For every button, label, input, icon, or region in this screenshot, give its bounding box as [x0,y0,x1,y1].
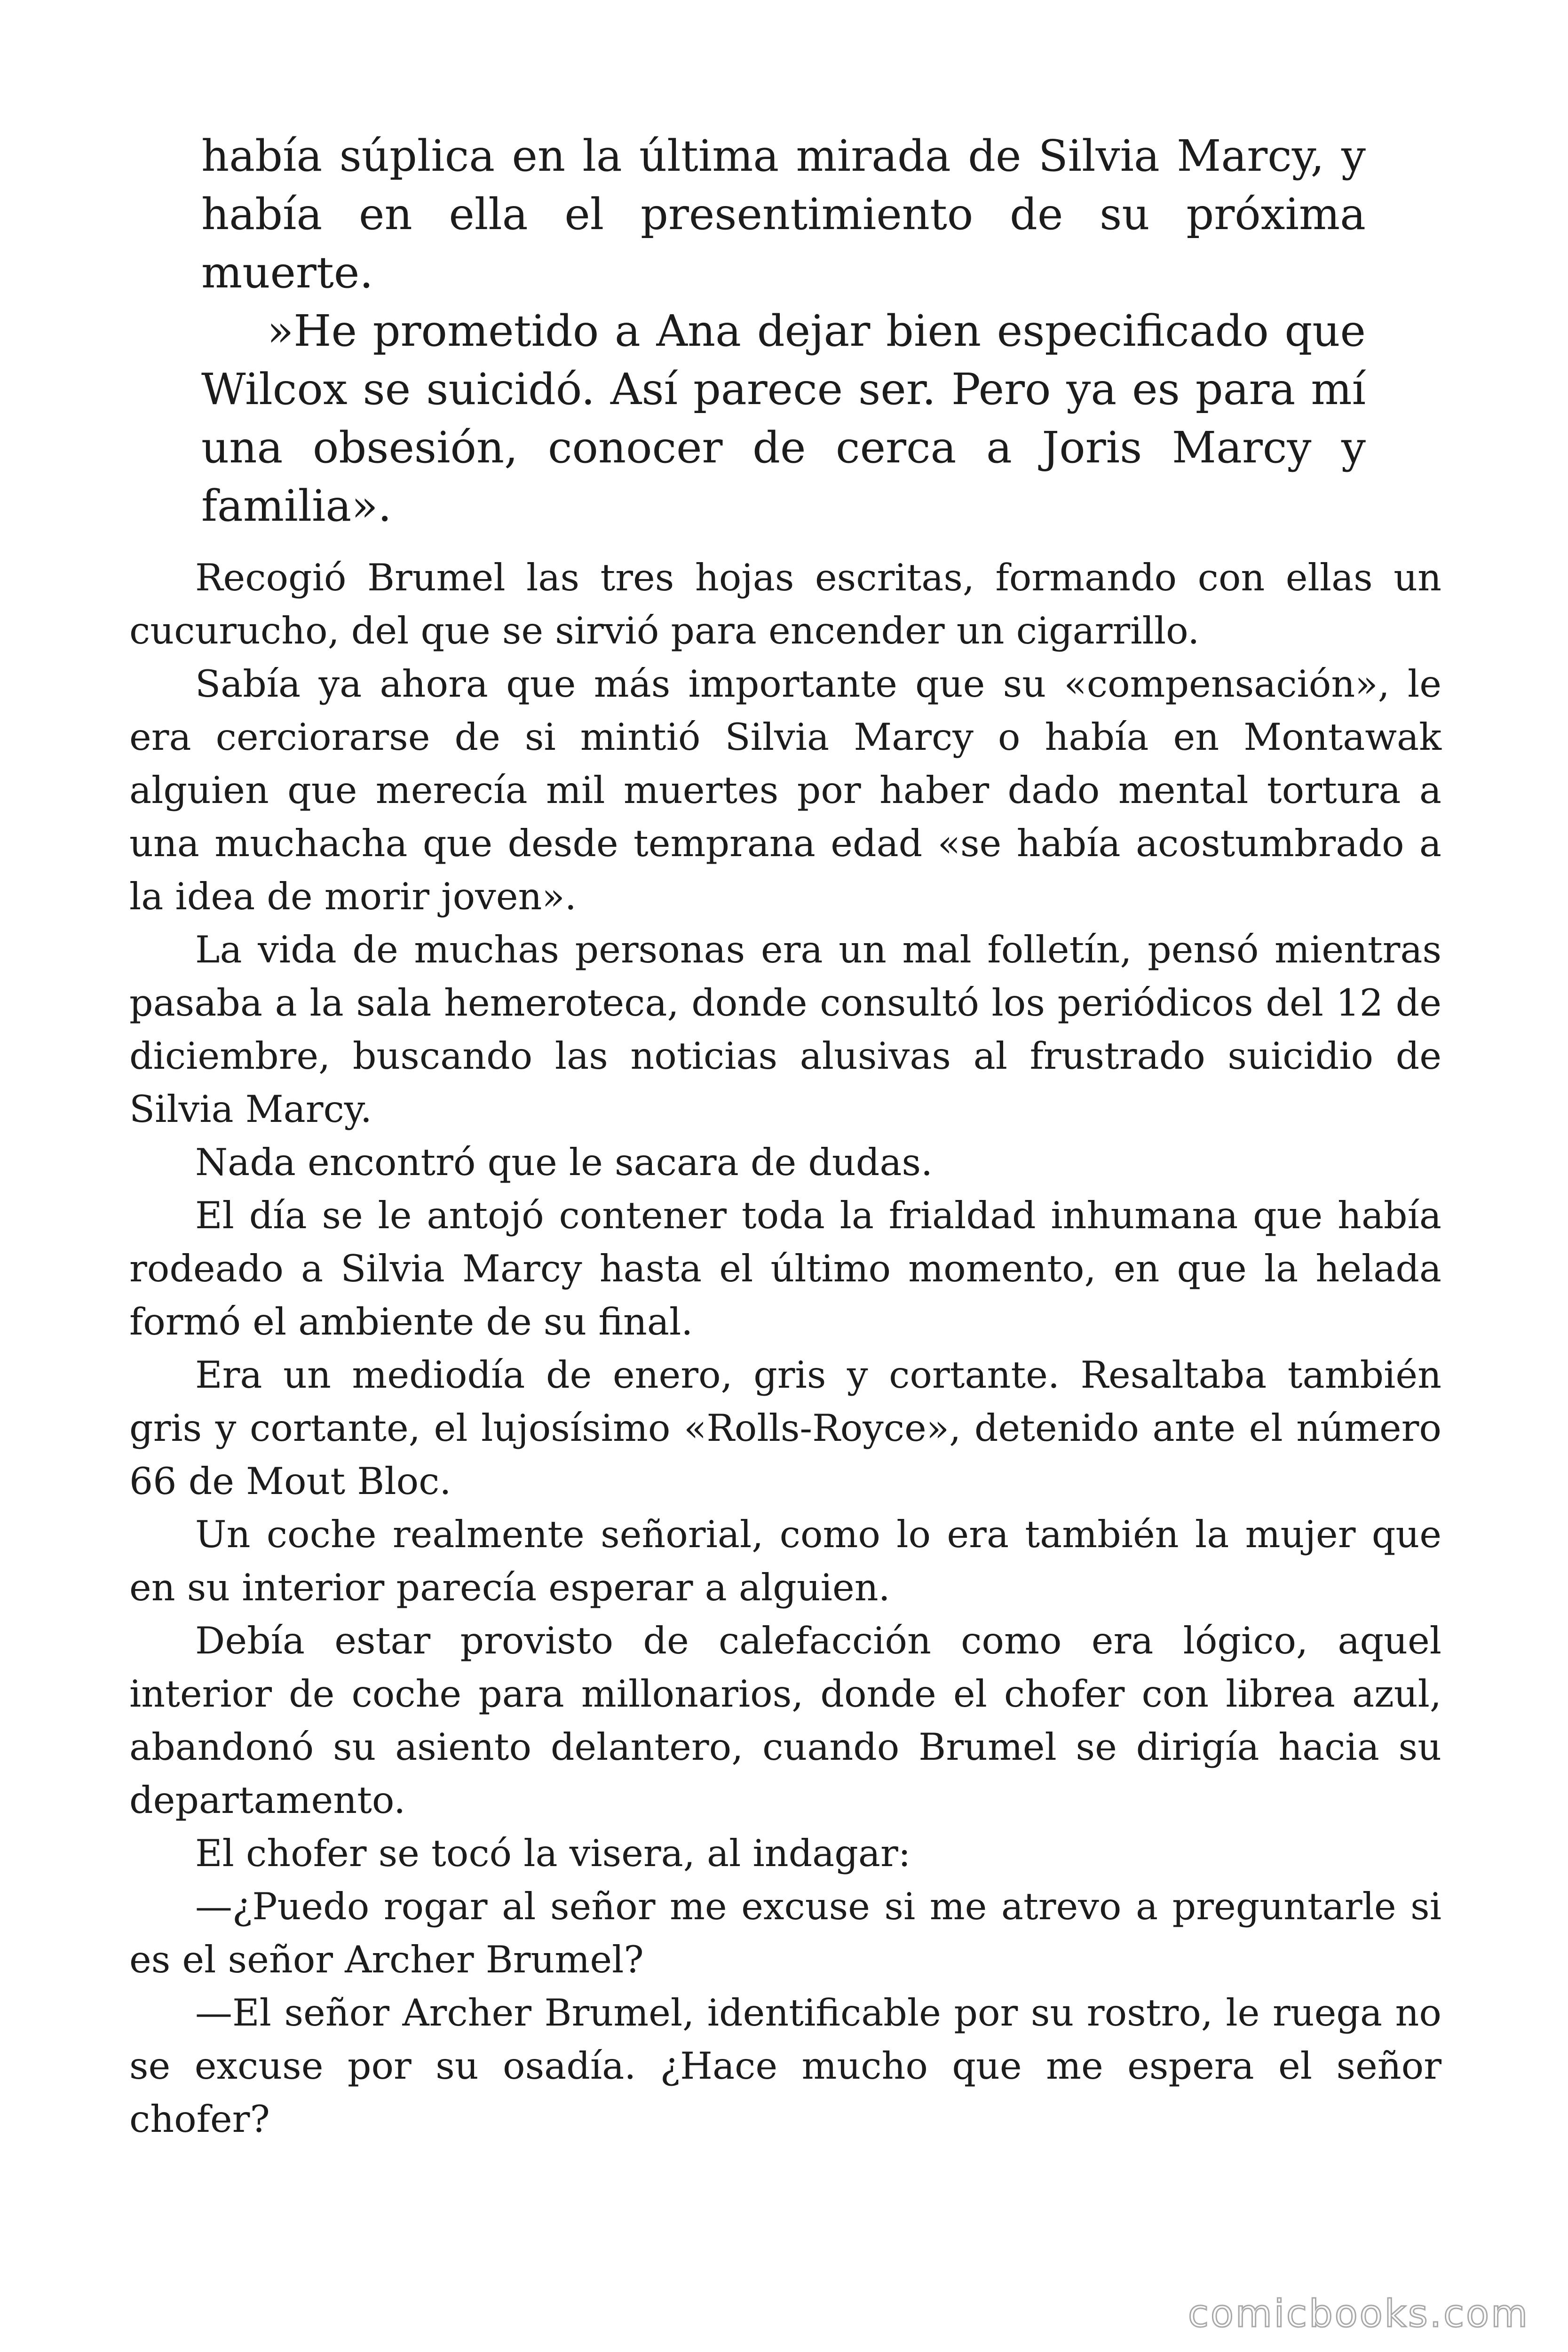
quote-paragraph: »He prometido a Ana dejar bien especificado que Wilcox se suicidó. Así parece ser. Pero ya es para mí una obsesión, conocer de cerca a Joris Marcy y familia». [201,306,1366,531]
body-text [129,551,1441,2146]
quote-paragraph: había súplica en la última mirada de Silvia Marcy, y había en ella el presentimiento de su próxima muerte. [201,131,1366,298]
site-watermark: comicbooks.com [1188,2292,1529,2336]
dialogue-paragraph: —¿Puedo rogar al señor me excuse si me atrevo a preguntarle si es el señor Archer Brumel? [129,1885,1441,1981]
quoted-letter-block [201,127,1366,535]
body-paragraph: Nada encontró que le sacara de dudas. [195,1141,933,1184]
body-paragraph: Sabía ya ahora que más importante que su «compensación», le era cerciorarse de si mintió Silvia Marcy o había en Montawak alguien que merecía mil muertes por haber dado mental tortura a una muchacha que desde temprana edad «se había acostumbrado a la idea de morir joven». [129,662,1441,918]
body-paragraph: Era un mediodía de enero, gris y cortante. Resaltaba también gris y cortante, el lujosísimo «Rolls-Royce», detenido ante el número 66 de Mout Bloc. [129,1353,1441,1503]
body-paragraph: Debía estar provisto de calefacción como era lógico, aquel interior de coche para millonarios, donde el chofer con librea azul, abandonó su asiento delantero, cuando Brumel se dirigía hacia su departamento. [129,1619,1441,1822]
dialogue-paragraph: —El señor Archer Brumel, identificable por su rostro, le ruega no se excuse por su osadía. ¿Hace mucho que me espera el señor chofer? [129,1991,1441,2141]
body-paragraph: Un coche realmente señorial, como lo era también la mujer que en su interior parecía esperar a alguien. [129,1513,1441,1609]
body-paragraph: El chofer se tocó la visera, al indagar: [195,1832,911,1875]
body-paragraph: Recogió Brumel las tres hojas escritas, formando con ellas un cucurucho, del que se sirvió para encender un cigarrillo. [129,556,1441,652]
body-paragraph: La vida de muchas personas era un mal folletín, pensó mientras pasaba a la sala hemeroteca, donde consultó los periódicos del 12 de diciembre, buscando las noticias alusivas al frustrado suicidio de Silvia Marcy. [129,928,1441,1131]
body-paragraph: El día se le antojó contener toda la frialdad inhumana que había rodeado a Silvia Marcy hasta el último momento, en que la helada formó el ambiente de su final. [129,1194,1441,1343]
